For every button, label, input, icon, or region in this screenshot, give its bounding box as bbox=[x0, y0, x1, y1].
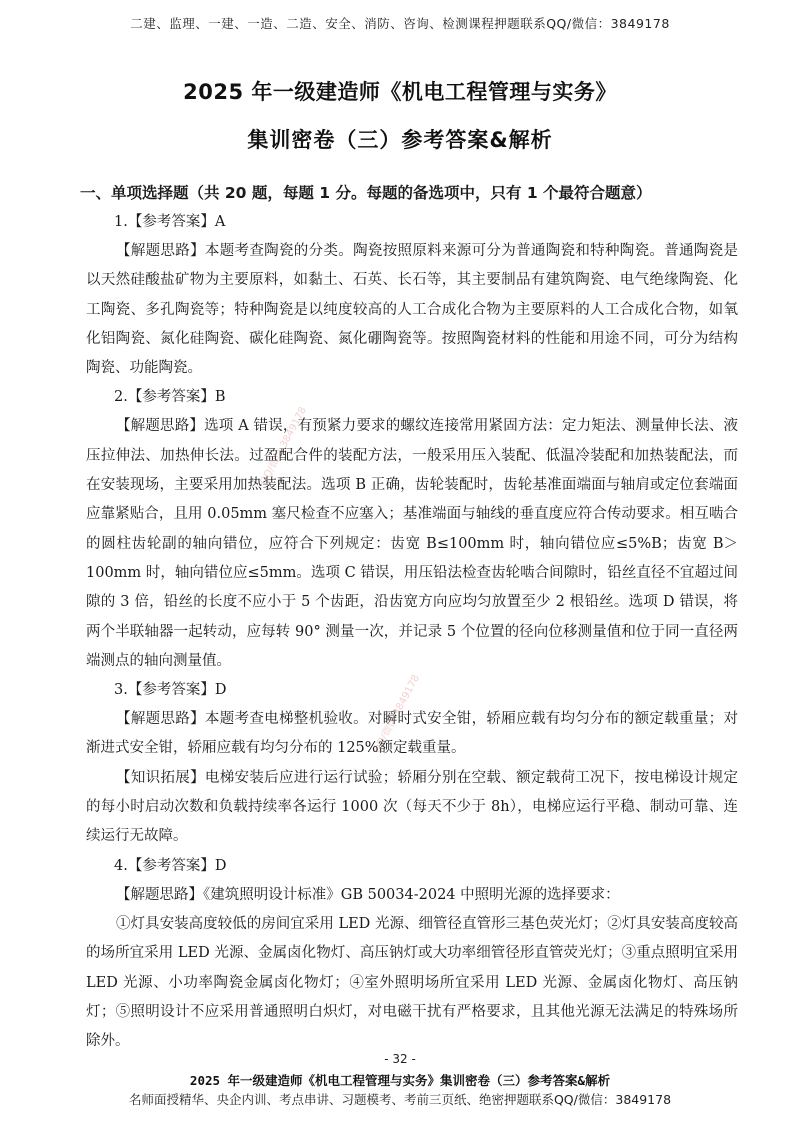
extension-tag: 【知识拓展】 bbox=[116, 769, 205, 786]
answer-key-3: 3.【参考答案】D bbox=[114, 682, 227, 699]
analysis-4-detail: ①灯具安装高度较低的房间宜采用 LED 光源、细管径直管形三基色荧光灯；②灯具安装高度较高的场所宜采用 LED 光源、金属卤化物灯、高压钠灯或大功率细管径形直管荧光灯；③重点照明宜采用 LED 光源、小功率陶瓷金属卤化物灯；④室外照明场所宜采用 LED 光源、金属卤化物灯、高压钠灯；⑤照明设计不应采用普通照明白炽灯，对电磁干扰有严格要求，且其他光源无法满足的特殊场所除外。 bbox=[86, 915, 738, 1050]
analysis-text: 选项 A 错误，有预紧力要求的螺纹连接常用紧固方法：定力矩法、测量伸长法、液压拉伸法、加热伸长法。过盈配合件的装配方法，一般采用压入装配、低温冷装配和加热装配法，而在安装现场，主要采用加热装配法。选项 B 正确，齿轮装配时，齿轮基准面端面与轴肩或定位套端面应靠紧贴合，且用 0.05mm 塞尺检查不应塞入；基准端面与轴线的垂直度应符合传动要求。相互啮合的圆柱齿轮副的轴向错位，应符合下列规定：齿宽 B≤100mm 时，轴向错位应≤5%B；齿宽 B＞100mm 时，轴向错位应≤5mm。选项 C 错误，用压铅法检查齿轮啮合间隙时，铅丝直径不宜超过间隙的 3 倍，铅丝的长度不应小于 5 个齿距，沿齿宽方向应均匀放置至少 2 根铅丝。选项 D 错误，将两个半联轴器一起转动，应每转 90° 测量一次，并记录 5 个位置的径向位移测量值和位于同一直径两端测点的轴向测量值。 bbox=[86, 418, 739, 669]
extension-text: 电梯安装后应进行运行试验；轿厢分别在空载、额定载荷工况下，按电梯设计规定的每小时启动次数和负载持续率各运行 1000 次（每天不少于 8h），电梯应运行平稳、制动可靠、连续运行无故障。 bbox=[86, 769, 739, 845]
section-heading: 一、单项选择题（共 20 题，每题 1 分。每题的备选项中，只有 1 个最符合题意） bbox=[80, 184, 652, 202]
analysis-tag: 【解题思路】 bbox=[116, 418, 205, 435]
analysis-1 bbox=[86, 237, 738, 383]
answer-key-1: 1.【参考答案】A bbox=[114, 214, 226, 230]
watermark: QQ/微信 3849178 bbox=[371, 673, 423, 756]
analysis-2 bbox=[86, 412, 738, 676]
watermark: QQ/微信 3849178 bbox=[258, 405, 310, 488]
analysis-text: 《建筑照明设计标准》GB 50034-2024 中照明光源的选择要求： bbox=[203, 886, 620, 903]
footer-contact: 名师面授精华、央企内训、考点串讲、习题模考、考前三页纸、绝密押题联系QQ/微信：3849178 bbox=[128, 1092, 672, 1107]
analysis-text: 本题考查陶瓷的分类。陶瓷按照原料来源可分为普通陶瓷和特种陶瓷。普通陶瓷是以天然硅酸盐矿物为主要原料，如黏土、石英、长石等，其主要制品有建筑陶瓷、电气绝缘陶瓷、化工陶瓷、多孔陶瓷等；特种陶瓷是以纯度较高的人工合成化合物为主要原料的人工合成化合物，如氧化铝陶瓷、氮化硅陶瓷、碳化硅陶瓷、氮化硼陶瓷等。按照陶瓷材料的性能和用途不同，可分为结构陶瓷、功能陶瓷。 bbox=[86, 243, 739, 377]
header-banner: 二建、监理、一建、一造、二造、安全、消防、咨询、检测课程押题联系QQ/微信：3849178 bbox=[130, 16, 670, 31]
analysis-text: 本题考查电梯整机验收。对瞬时式安全钳，轿厢应载有均匀分布的额定载重量；对渐进式安全钳，轿厢应载有均匀分布的 125%额定载重量。 bbox=[86, 711, 739, 757]
document-subtitle: 集训密卷（三）参考答案&解析 bbox=[247, 128, 553, 152]
analysis-tag: 【解题思路】 bbox=[116, 243, 205, 259]
answer-key-4: 4.【参考答案】D bbox=[114, 857, 227, 874]
page-number: - 32 - bbox=[384, 1052, 416, 1066]
analysis-3 bbox=[86, 705, 738, 764]
analysis-tag: 【解题思路】 bbox=[116, 886, 203, 903]
answer-key-2: 2.【参考答案】B bbox=[114, 389, 226, 406]
extension-3 bbox=[86, 764, 738, 852]
analysis-4 bbox=[86, 881, 738, 910]
document-title: 2025 年一级建造师《机电工程管理与实务》 bbox=[183, 80, 617, 104]
answer-content bbox=[80, 178, 739, 1056]
analysis-tag: 【解题思路】 bbox=[116, 711, 205, 728]
footer-title: 2025 年一级建造师《机电工程管理与实务》集训密卷（三）参考答案&解析 bbox=[189, 1073, 611, 1088]
